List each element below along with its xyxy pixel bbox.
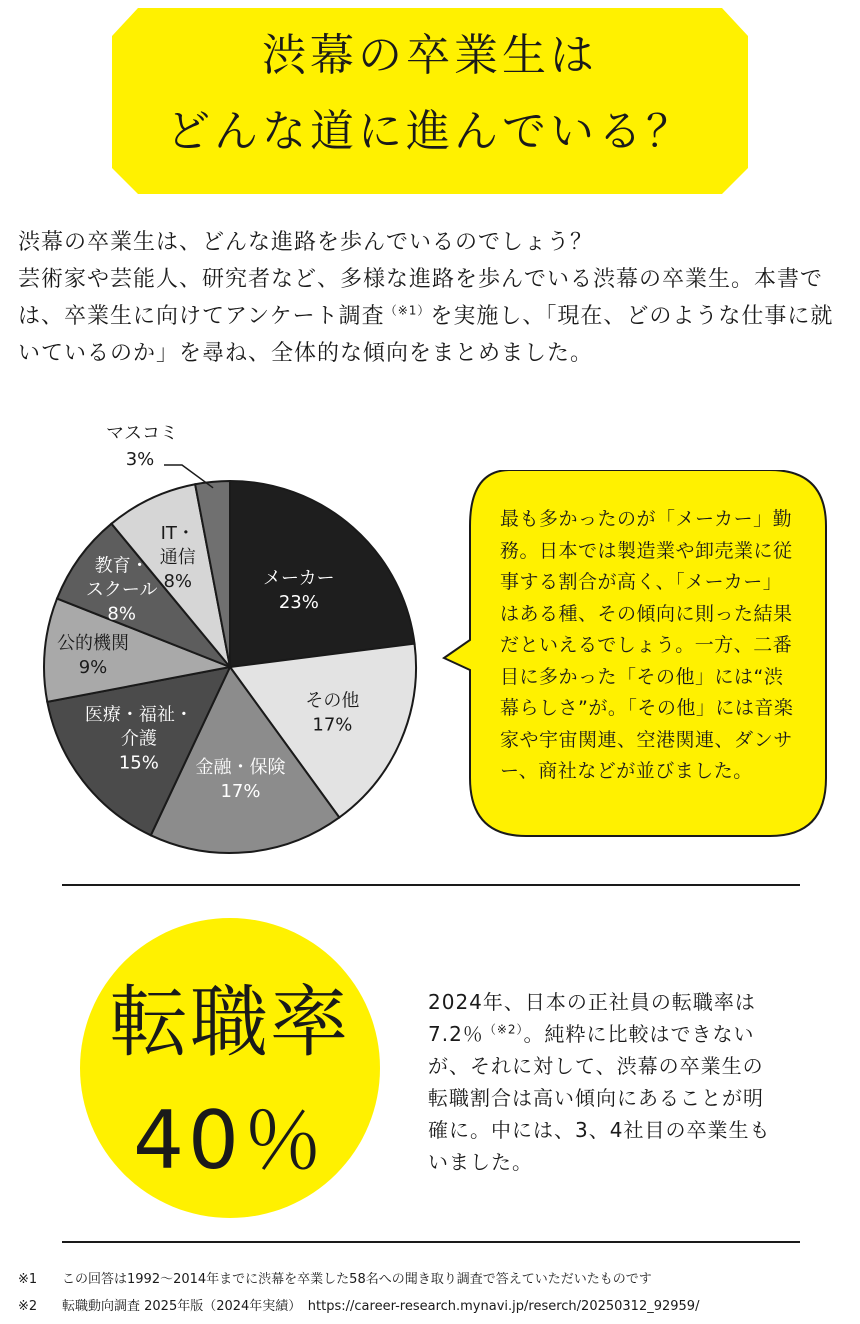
footnote-ref-1: （※1） bbox=[384, 303, 431, 318]
slice-category-label: マスコミ bbox=[106, 423, 178, 444]
turnover-value: 40％ bbox=[133, 1094, 327, 1187]
turnover-text: 2024年、日本の正社員の転職率は7.2％$^{(※2)}$。純粋に比較はできないが、それに対して、渋幕の卒業生の転職割合は高い傾向にあることが明確に。中には、3、4社目の卒業生もいました。 bbox=[428, 990, 771, 1174]
page-title bbox=[112, 18, 748, 170]
slice-value-label: 17% bbox=[312, 714, 353, 736]
title-line-1: 渋幕の卒業生は bbox=[262, 30, 598, 81]
slice-value-label: 3% bbox=[125, 449, 155, 470]
divider-bottom bbox=[62, 1241, 800, 1243]
divider-top bbox=[62, 884, 800, 886]
intro-text bbox=[18, 224, 844, 372]
slice-value-label: 8% bbox=[107, 603, 136, 625]
footnote-2: ※2 転職動向調査 2025年版（2024年実績） https://career-research.mynavi.jp/reserch/20250312_92959/ bbox=[18, 1299, 700, 1314]
slice-category-label: IT・ bbox=[160, 522, 195, 544]
slice-category-label: スクール bbox=[85, 579, 158, 601]
footnote-1: ※1 この回答は1992～2014年までに渋幕を卒業した58名への聞き取り調査で答えていただいたものです bbox=[18, 1272, 652, 1287]
title-line-2: どんな道に進んでいる？ bbox=[166, 106, 694, 157]
intro-body: 芸術家や芸能人、研究者など、多様な進路を歩んでいる渋幕の卒業生。本書では、卒業生に向けてアンケート調査$^{(※1)}$を実施し、「現在、どのような仕事に就いているのか」を尋ね、全体的な傾向をまとめました。 bbox=[18, 267, 834, 366]
turnover-label: 転職率 bbox=[109, 978, 350, 1068]
footnotes bbox=[18, 1266, 848, 1320]
slice-category-label: 介護 bbox=[120, 728, 157, 750]
slice-category-label: 金融・保険 bbox=[195, 757, 286, 779]
slice-value-label: 9% bbox=[78, 657, 108, 679]
slice-value-label: 15% bbox=[118, 752, 159, 774]
slice-category-label: 医療・福祉・ bbox=[84, 704, 193, 726]
slice-category-label: 公的機関 bbox=[56, 633, 129, 655]
slice-value-label: 8% bbox=[163, 570, 193, 592]
slice-category-label: 通信 bbox=[159, 546, 196, 568]
footnote-ref-2: （※2） bbox=[483, 1022, 524, 1037]
slice-category-label: その他 bbox=[305, 690, 360, 712]
slice-value-label: 23% bbox=[278, 591, 319, 613]
bubble-text: 最も多かったのが「メーカー」勤務。日本では製造業や卸売業に従事する割合が高く、「メーカー」はある種、その傾向に則った結果だといえるでしょう。一方、二番目に多かった「その他」には“渋幕らしさ”が。「その他」には音楽家や宇宙関連、空港関連、ダンサー、商社などが並びました。 bbox=[500, 508, 794, 782]
occupation-pie-chart bbox=[0, 415, 430, 860]
intro-line-1: 渋幕の卒業生は、どんな進路を歩んでいるのでしょう？ bbox=[18, 230, 594, 255]
slice-category-label: メーカー bbox=[263, 567, 335, 589]
slice-category-label: 教育・ bbox=[94, 555, 149, 577]
slice-value-label: 17% bbox=[220, 781, 261, 803]
